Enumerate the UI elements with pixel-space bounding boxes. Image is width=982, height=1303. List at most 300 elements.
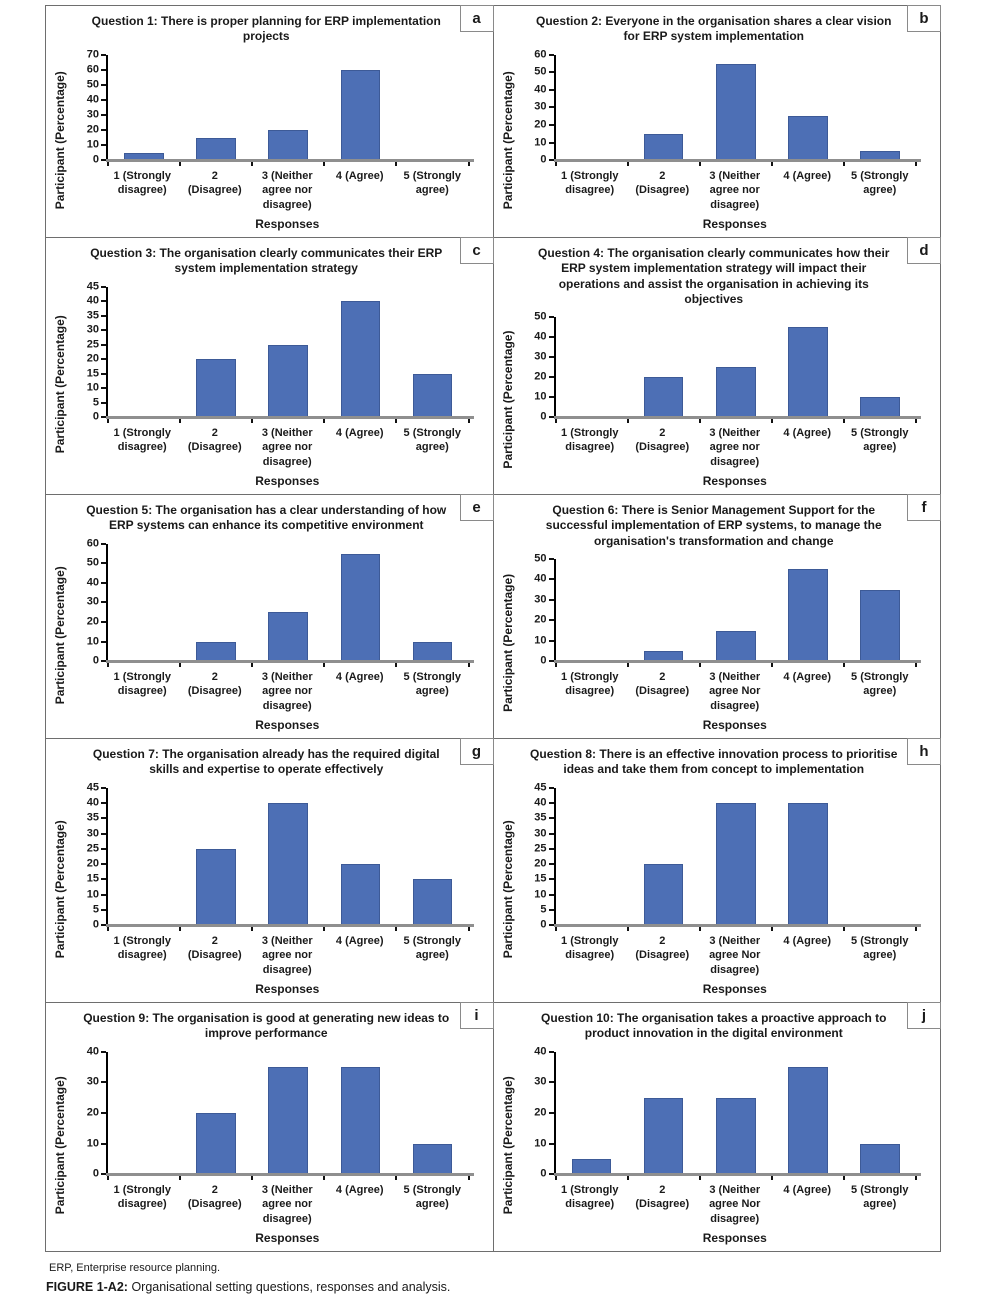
- bar-5: [413, 879, 453, 925]
- x-tick-labels: [106, 934, 469, 977]
- y-tick-label: 20: [534, 857, 547, 870]
- y-tick-label: 45: [534, 781, 547, 794]
- plot-column: [516, 47, 929, 233]
- y-tick-label: 0: [540, 1167, 547, 1180]
- x-axis-line: [106, 924, 474, 927]
- x-tick-label: 4 (Agree): [783, 671, 832, 684]
- chart-body: [500, 309, 929, 490]
- y-tick-mark: [101, 802, 106, 804]
- y-tick-mark: [549, 316, 554, 318]
- x-tick-label: 2 (Disagree): [635, 671, 690, 698]
- chart-panel-f: [493, 494, 942, 739]
- y-tick-label: 50: [534, 310, 547, 323]
- chart-body: [52, 279, 481, 490]
- chart-title: Question 4: The organisation clearly communicates how their ERP system implementation strategy will impact their operations and assist the organisation in achieving its objectives: [538, 246, 890, 307]
- bar-4: [788, 116, 828, 160]
- y-tick-label: 50: [86, 78, 99, 91]
- bar-2: [196, 642, 236, 662]
- x-tick-label: 3 (Neither agree nor disagree): [261, 427, 313, 468]
- bar-3: [716, 803, 756, 925]
- plot-area: [534, 781, 917, 931]
- chart-panel-h: [493, 738, 942, 1003]
- y-tick-label: 40: [534, 1045, 547, 1058]
- y-tick-mark: [101, 817, 106, 819]
- x-tick-label: 3 (Neither agree Nor disagree): [709, 935, 761, 976]
- y-tick-mark: [549, 106, 554, 108]
- x-tick-label: 3 (Neither agree nor disagree): [261, 935, 313, 976]
- x-axis-title: Responses: [702, 1231, 767, 1245]
- figure-footer: [46, 1262, 982, 1294]
- y-tick-mark: [101, 641, 106, 643]
- y-tick-label: 20: [86, 1106, 99, 1119]
- y-tick-mark: [549, 640, 554, 642]
- y-tick-mark: [549, 878, 554, 880]
- bar-3: [268, 130, 308, 160]
- bar-4: [788, 327, 828, 417]
- plot-area: [534, 1045, 917, 1180]
- panel-letter: h: [907, 738, 941, 765]
- x-axis-line: [554, 660, 922, 663]
- x-axis-line: [554, 1173, 922, 1176]
- panel-letter: g: [460, 738, 494, 765]
- y-tick-mark: [549, 1051, 554, 1053]
- x-tick-label: 1 (Strongly disagree): [561, 671, 619, 698]
- y-tick-label: 10: [534, 888, 547, 901]
- x-axis-line: [106, 660, 474, 663]
- y-tick-mark: [101, 344, 106, 346]
- x-tick-label: 4 (Agree): [335, 935, 384, 948]
- figure-caption-label: FIGURE 1-A2:: [46, 1280, 128, 1294]
- y-tick-mark: [549, 1143, 554, 1145]
- y-tick-mark: [101, 387, 106, 389]
- bar-2: [644, 377, 684, 417]
- x-tick-label: 5 (Strongly agree): [851, 427, 909, 454]
- x-tick-label: 2 (Disagree): [635, 427, 690, 454]
- y-tick-mark: [101, 909, 106, 911]
- y-tick-mark: [101, 54, 106, 56]
- chart-title: Question 1: There is proper planning for ERP implementation projects: [91, 14, 441, 44]
- y-axis-title: Participant (Percentage): [500, 573, 515, 712]
- chart-panel-c: [45, 237, 494, 495]
- y-tick-label: 0: [92, 410, 99, 423]
- chart-row: [45, 494, 941, 739]
- plot-column: [68, 47, 481, 233]
- bar-3: [268, 345, 308, 417]
- y-tick-label: 15: [86, 367, 99, 380]
- x-axis-line: [106, 1173, 474, 1176]
- y-tick-mark: [101, 621, 106, 623]
- y-tick-label: 30: [534, 100, 547, 113]
- x-tick-label: 3 (Neither agree nor disagree): [261, 671, 313, 712]
- plot-area: [534, 552, 917, 667]
- y-axis-title: Participant (Percentage): [500, 1076, 515, 1215]
- y-tick-mark: [101, 601, 106, 603]
- y-tick-mark: [101, 894, 106, 896]
- y-tick-label: 25: [86, 842, 99, 855]
- plot-area: [534, 310, 917, 423]
- plot-column: [68, 1044, 481, 1247]
- y-tick-label: 20: [86, 123, 99, 136]
- bar-5: [413, 1144, 453, 1175]
- x-tick-label: 1 (Strongly disagree): [561, 427, 619, 454]
- bar-2: [196, 138, 236, 161]
- y-tick-label: 60: [86, 537, 99, 550]
- x-tick-label: 3 (Neither agree nor disagree): [709, 170, 761, 211]
- bar-3: [716, 1098, 756, 1174]
- x-tick-label: 5 (Strongly agree): [403, 935, 461, 962]
- y-tick-label: 30: [534, 827, 547, 840]
- y-tick-label: 10: [86, 138, 99, 151]
- bar-3: [268, 803, 308, 925]
- x-tick-labels: [554, 670, 917, 713]
- x-tick-label: 5 (Strongly agree): [403, 1184, 461, 1211]
- bar-2: [196, 359, 236, 417]
- x-tick-label: 2 (Disagree): [635, 1184, 690, 1211]
- y-tick-label: 40: [86, 796, 99, 809]
- y-tick-mark: [549, 142, 554, 144]
- y-tick-mark: [549, 1112, 554, 1114]
- x-tick-label: 5 (Strongly agree): [403, 427, 461, 454]
- x-tick-labels: [106, 1183, 469, 1226]
- y-tick-mark: [101, 329, 106, 331]
- y-tick-mark: [549, 396, 554, 398]
- panel-letter: f: [907, 494, 941, 521]
- y-tick-label: 5: [540, 903, 547, 916]
- y-tick-label: 10: [86, 381, 99, 394]
- y-tick-label: 5: [92, 903, 99, 916]
- plot-column: [516, 551, 929, 734]
- y-tick-label: 60: [86, 63, 99, 76]
- y-tick-mark: [101, 878, 106, 880]
- y-tick-label: 0: [540, 918, 547, 931]
- y-tick-label: 10: [86, 635, 99, 648]
- chart-title: Question 7: The organisation already has the required digital skills and expertise to operate effectively: [92, 747, 440, 777]
- x-axis-line: [106, 416, 474, 419]
- bar-5: [413, 642, 453, 662]
- y-tick-label: 0: [540, 153, 547, 166]
- y-tick-label: 0: [92, 918, 99, 931]
- bar-2: [644, 134, 684, 160]
- y-tick-label: 30: [86, 108, 99, 121]
- y-tick-label: 30: [86, 323, 99, 336]
- chart-title: Question 10: The organisation takes a proactive approach to product innovation in the digital environment: [541, 1011, 887, 1041]
- bar-3: [716, 631, 756, 662]
- x-tick-label: 2 (Disagree): [187, 935, 242, 962]
- x-tick-labels: [106, 169, 469, 212]
- bar-3: [268, 612, 308, 661]
- y-tick-mark: [101, 1081, 106, 1083]
- x-axis-line: [554, 416, 922, 419]
- bar-3: [716, 64, 756, 161]
- chart-panel-b: [493, 5, 942, 238]
- y-tick-label: 60: [534, 48, 547, 61]
- figure-caption: [46, 1280, 982, 1294]
- y-axis-title: Participant (Percentage): [500, 70, 515, 209]
- panel-letter: i: [460, 1002, 494, 1029]
- x-axis-title: Responses: [255, 982, 320, 996]
- plot-column: [516, 1044, 929, 1247]
- y-tick-label: 0: [92, 153, 99, 166]
- y-tick-mark: [549, 863, 554, 865]
- y-tick-label: 35: [86, 309, 99, 322]
- plot-column: [68, 780, 481, 998]
- panel-letter: e: [460, 494, 494, 521]
- y-tick-label: 40: [86, 93, 99, 106]
- y-tick-label: 50: [534, 65, 547, 78]
- x-tick-label: 5 (Strongly agree): [851, 671, 909, 698]
- y-tick-label: 15: [534, 872, 547, 885]
- panel-letter: b: [907, 5, 941, 32]
- y-tick-mark: [101, 358, 106, 360]
- chart-title: Question 6: There is Senior Management Support for the successful implementation of ERP systems, to manage the organisation's transformation and change: [545, 503, 882, 548]
- plot-column: [68, 536, 481, 734]
- y-tick-mark: [549, 336, 554, 338]
- chart-title: Question 9: The organisation is good at generating new ideas to improve performance: [83, 1011, 450, 1041]
- y-tick-label: 10: [534, 1137, 547, 1150]
- x-tick-label: 4 (Agree): [335, 671, 384, 684]
- x-axis-title: Responses: [702, 217, 767, 231]
- x-tick-label: 3 (Neither agree nor disagree): [709, 427, 761, 468]
- y-tick-label: 10: [534, 136, 547, 149]
- y-tick-mark: [549, 54, 554, 56]
- y-tick-label: 10: [86, 1137, 99, 1150]
- x-tick-label: 5 (Strongly agree): [403, 170, 461, 197]
- y-tick-label: 45: [86, 781, 99, 794]
- x-tick-label: 2 (Disagree): [187, 170, 242, 197]
- x-tick-label: 5 (Strongly agree): [403, 671, 461, 698]
- plot-area: [86, 1045, 469, 1180]
- y-tick-label: 40: [534, 572, 547, 585]
- bar-2: [196, 1113, 236, 1174]
- x-axis-line: [106, 159, 474, 162]
- x-axis-line: [554, 159, 922, 162]
- bar-2: [644, 1098, 684, 1174]
- chart-body: [500, 780, 929, 998]
- y-tick-label: 20: [534, 613, 547, 626]
- chart-row: [45, 738, 941, 1003]
- chart-body: [500, 1044, 929, 1247]
- x-tick-labels: [554, 426, 917, 469]
- plot-area: [86, 280, 469, 423]
- chart-body: [52, 536, 481, 734]
- x-tick-label: 3 (Neither agree Nor disagree): [709, 671, 761, 712]
- y-axis-title: Participant (Percentage): [53, 819, 67, 958]
- figure-caption-text: Organisational setting questions, responses and analysis.: [131, 1280, 451, 1294]
- y-tick-mark: [549, 909, 554, 911]
- y-tick-label: 10: [86, 888, 99, 901]
- x-axis-title: Responses: [255, 217, 320, 231]
- x-tick-label: 1 (Strongly disagree): [113, 671, 171, 698]
- panel-letter: c: [460, 237, 494, 264]
- x-tick-label: 1 (Strongly disagree): [561, 170, 619, 197]
- y-tick-label: 20: [86, 615, 99, 628]
- y-tick-mark: [549, 817, 554, 819]
- x-tick-labels: [106, 426, 469, 469]
- bar-4: [341, 301, 381, 417]
- y-tick-label: 30: [86, 827, 99, 840]
- x-tick-label: 1 (Strongly disagree): [113, 427, 171, 454]
- bar-4: [788, 803, 828, 925]
- bar-4: [341, 864, 381, 925]
- x-axis-title: Responses: [702, 982, 767, 996]
- y-tick-label: 40: [534, 330, 547, 343]
- chart-row: [45, 237, 941, 495]
- y-tick-mark: [101, 848, 106, 850]
- bar-1: [572, 1159, 612, 1174]
- chart-body: [500, 551, 929, 734]
- y-tick-mark: [101, 1112, 106, 1114]
- x-tick-label: 3 (Neither agree nor disagree): [261, 1184, 313, 1225]
- x-axis-title: Responses: [255, 1231, 320, 1245]
- x-tick-label: 4 (Agree): [783, 1184, 832, 1197]
- y-axis-title: Participant (Percentage): [53, 70, 67, 209]
- x-tick-label: 5 (Strongly agree): [851, 1184, 909, 1211]
- y-axis-title: Participant (Percentage): [53, 315, 67, 454]
- plot-column: [516, 309, 929, 490]
- y-tick-label: 70: [86, 48, 99, 61]
- chart-panel-d: [493, 237, 942, 495]
- x-tick-labels: [554, 934, 917, 977]
- y-tick-mark: [101, 833, 106, 835]
- x-tick-label: 2 (Disagree): [187, 1184, 242, 1211]
- chart-title: Question 2: Everyone in the organisation shares a clear vision for ERP system implementation: [536, 14, 892, 44]
- x-tick-label: 1 (Strongly disagree): [561, 1184, 619, 1211]
- y-tick-label: 20: [534, 370, 547, 383]
- y-tick-label: 50: [86, 556, 99, 569]
- y-tick-label: 20: [534, 118, 547, 131]
- bar-4: [788, 1067, 828, 1174]
- y-tick-label: 25: [534, 842, 547, 855]
- y-tick-mark: [101, 84, 106, 86]
- y-axis-title: Participant (Percentage): [53, 1076, 67, 1215]
- y-tick-mark: [549, 599, 554, 601]
- chart-title: Question 5: The organisation has a clear understanding of how ERP systems can enhance its competitive environment: [86, 503, 447, 533]
- plot-column: [516, 780, 929, 998]
- y-tick-mark: [549, 802, 554, 804]
- x-tick-label: 5 (Strongly agree): [851, 170, 909, 197]
- y-tick-mark: [549, 833, 554, 835]
- y-tick-mark: [549, 787, 554, 789]
- plot-column: [68, 279, 481, 490]
- y-tick-mark: [101, 114, 106, 116]
- y-tick-label: 30: [86, 1075, 99, 1088]
- y-tick-mark: [101, 144, 106, 146]
- x-tick-label: 2 (Disagree): [635, 935, 690, 962]
- bar-5: [860, 1144, 900, 1175]
- y-tick-mark: [101, 300, 106, 302]
- y-axis-title: Participant (Percentage): [53, 565, 67, 704]
- y-tick-label: 30: [86, 595, 99, 608]
- bar-4: [341, 70, 381, 160]
- x-tick-labels: [554, 1183, 917, 1226]
- x-tick-label: 2 (Disagree): [187, 671, 242, 698]
- chart-title: Question 3: The organisation clearly communicates their ERP system implementation strategy: [90, 246, 443, 276]
- x-tick-label: 3 (Neither agree nor disagree): [261, 170, 313, 211]
- y-axis-title: Participant (Percentage): [500, 330, 515, 469]
- y-tick-label: 40: [534, 796, 547, 809]
- y-tick-label: 45: [86, 280, 99, 293]
- y-tick-label: 20: [534, 1106, 547, 1119]
- chart-body: [52, 47, 481, 233]
- bar-5: [860, 397, 900, 417]
- y-tick-label: 0: [92, 1167, 99, 1180]
- panel-letter: a: [460, 5, 494, 32]
- y-tick-label: 50: [534, 552, 547, 565]
- y-tick-mark: [101, 69, 106, 71]
- y-tick-mark: [549, 89, 554, 91]
- chart-panel-i: [45, 1002, 494, 1252]
- x-tick-label: 4 (Agree): [335, 170, 384, 183]
- bar-5: [413, 374, 453, 417]
- y-tick-label: 5: [92, 396, 99, 409]
- x-tick-label: 1 (Strongly disagree): [561, 935, 619, 962]
- y-tick-label: 30: [534, 1075, 547, 1088]
- y-tick-mark: [549, 848, 554, 850]
- y-tick-mark: [101, 286, 106, 288]
- x-tick-label: 4 (Agree): [783, 427, 832, 440]
- y-tick-label: 25: [86, 338, 99, 351]
- y-tick-label: 40: [534, 83, 547, 96]
- x-axis-title: Responses: [255, 474, 320, 488]
- bar-2: [644, 864, 684, 925]
- y-tick-label: 30: [534, 350, 547, 363]
- y-tick-mark: [101, 562, 106, 564]
- x-axis-title: Responses: [702, 474, 767, 488]
- y-tick-mark: [101, 373, 106, 375]
- chart-row: [45, 5, 941, 238]
- y-tick-mark: [549, 894, 554, 896]
- x-tick-label: 1 (Strongly disagree): [113, 170, 171, 197]
- x-tick-label: 4 (Agree): [783, 935, 832, 948]
- panel-letter: j: [907, 1002, 941, 1029]
- bar-4: [341, 554, 381, 662]
- y-tick-mark: [101, 1143, 106, 1145]
- y-tick-mark: [549, 124, 554, 126]
- chart-title: Question 8: There is an effective innovation process to prioritise ideas and take them from concept to implementation: [530, 747, 898, 777]
- chart-panel-e: [45, 494, 494, 739]
- y-tick-label: 40: [86, 576, 99, 589]
- bar-5: [860, 590, 900, 661]
- x-tick-label: 1 (Strongly disagree): [113, 935, 171, 962]
- y-tick-mark: [101, 1051, 106, 1053]
- y-tick-label: 0: [540, 410, 547, 423]
- y-tick-mark: [101, 543, 106, 545]
- y-tick-label: 10: [534, 390, 547, 403]
- x-tick-label: 4 (Agree): [783, 170, 832, 183]
- y-tick-mark: [101, 99, 106, 101]
- y-tick-label: 20: [86, 857, 99, 870]
- y-tick-label: 10: [534, 634, 547, 647]
- x-tick-label: 2 (Disagree): [187, 427, 242, 454]
- y-tick-mark: [549, 356, 554, 358]
- bar-3: [268, 1067, 308, 1174]
- y-tick-mark: [549, 619, 554, 621]
- y-tick-mark: [101, 402, 106, 404]
- y-tick-mark: [549, 578, 554, 580]
- x-tick-label: 5 (Strongly agree): [851, 935, 909, 962]
- y-tick-label: 20: [86, 352, 99, 365]
- chart-body: [52, 780, 481, 998]
- y-tick-mark: [549, 1081, 554, 1083]
- chart-body: [52, 1044, 481, 1247]
- y-axis-title: Participant (Percentage): [500, 819, 515, 958]
- y-tick-label: 30: [534, 593, 547, 606]
- chart-panel-j: [493, 1002, 942, 1252]
- x-tick-labels: [554, 169, 917, 212]
- y-tick-mark: [549, 376, 554, 378]
- chart-panel-a: [45, 5, 494, 238]
- bar-4: [788, 569, 828, 661]
